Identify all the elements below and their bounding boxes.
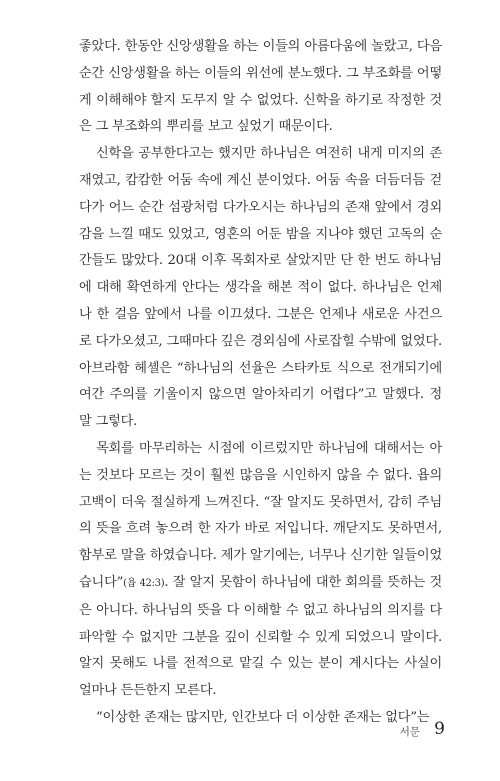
paragraph-4: “이상한 존재는 많지만, 인간보다 더 이상한 존재는 없다”는 [96,709,430,725]
paragraph-3 [79,436,442,705]
paragraph-2: 신학을 공부한다고는 했지만 하나님은 여전히 내게 미지의 존재였고, 캄캄한 어둠 속에 계신 분이었다. 어둠 속을 더듬더듬 걷다가 어느 순간 섬광처럼 다가오시는 하나님의 존재 앞에서 경외감을 느낄 때도 있었고, 영혼의 어둔 밤을 지나야 했던 고독의 순간들도 많았다. 20대 이후 목회자로 살았지만 단 한 번도 하나님에 대해 확연하게 안다는 생각을 해본 적이 없다. 하나님은 언제나 한 걸음 앞에서 나를 이끄셨다. 그분은 언제나 새로운 사건으로 다가오셨고, 그때마다 깊은 경외심에 사로잡힐 수밖에 없었다. 아브라함 헤셸은 “하나님의 선율은 스타카토 식으로 전개되기에 여간 주의를 기울이지 않으면 알아차리기 어렵다”고 말했다. 정말 그렇다. [79,146,442,430]
scripture-reference: (욥 42:3) [123,577,165,589]
page-number: 9 [434,719,445,739]
page-footer [0,719,500,743]
paragraph-1: 좋았다. 한동안 신앙생활을 하는 이들의 아름다움에 놀랐고, 다음 순간 신앙생활을 하는 이들의 위선에 분노했다. 그 부조화를 어떻게 이해해야 할지 도무지 알 수 없었다. 신학을 하기로 작정한 것은 그 부조화의 뿌리를 보고 싶었기 때문이다. [79,39,442,135]
section-title: 서문 [399,726,420,738]
paragraph-3-text-before: 목회를 마무리하는 시점에 이르렀지만 하나님에 대해서는 아는 것보다 모르는 것이 훨씬 많음을 시인하지 않을 수 없다. 욥의 고백이 더욱 절실하게 느껴진다. “잘 알지도 못하면서, 감히 주님의 뜻을 흐려 놓으려 한 자가 바로 저입니다. 깨닫지도 못하면서, 함부로 말을 하였습니다. 제가 알기에는, 너무나 신기한 일들이었습니다” [79,440,442,590]
page-body [79,34,442,732]
paragraph-3-text-after: . 잘 알지 못함이 하나님에 대한 회의를 뜻하는 것은 아니다. 하나님의 뜻을 다 이해할 수 없고 하나님의 의지를 다 파악할 수 없지만 그분을 깊이 신뢰할 수 있게 되었으니 말이다. 알지 못해도 나를 전적으로 맡길 수 있는 분이 계시다는 사실이 얼마나 든든한지 모른다. [79,574,442,699]
